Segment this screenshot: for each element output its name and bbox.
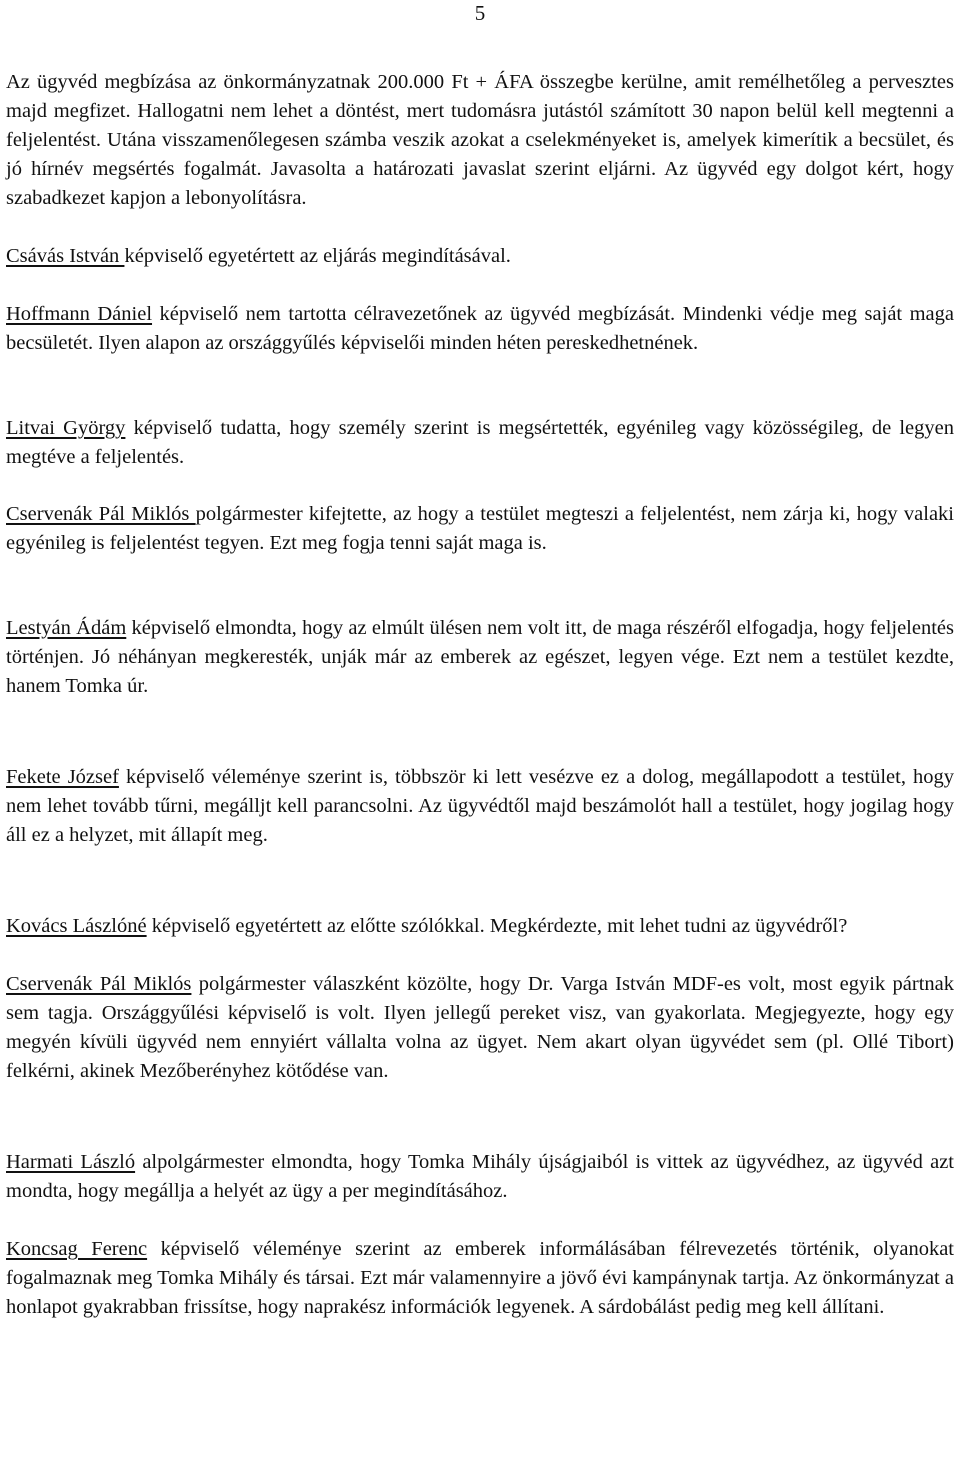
paragraph-text: polgármester válaszként közölte, hogy Dr. Varga István MDF-es volt, most egyik pártnak sem tagja. Országgyűlési képviselő is volt. Ilyen jellegű pereket visz, van gyakorlata. Megjegyezte, hogy egy megyén kívüli ügyvéd nem ennyiért vállalta volna az ügyet. Nem akart olyan ügyvédet sem (pl. Ollé Tibort) felkérni, akinek Mezőberényhez kötődése van. <box>6 973 954 1082</box>
minutes-body <box>6 68 954 1322</box>
speaker-name: Cservenák Pál Miklós <box>6 973 192 995</box>
speaker-name: Hoffmann Dániel <box>6 303 153 325</box>
speaker-name: Cservenák Pál Miklós <box>6 503 196 525</box>
paragraph-hoffmann-daniel <box>6 300 954 358</box>
paragraph-lestyan-adam <box>6 614 954 701</box>
paragraph-litvai-gyorgy <box>6 414 954 472</box>
paragraph-text: alpolgármester elmondta, hogy Tomka Mihály újságjaiból is vittek az ügyvédhez, az ügyvéd azt mondta, hogy megállja a helyét az ügy a per megindításához. <box>6 1151 955 1202</box>
paragraph-text: képviselő egyetértett az előtte szólókkal. Megkérdezte, mit lehet tudni az ügyvédről? <box>146 915 848 937</box>
paragraph-text: polgármester kifejtette, az hogy a testület megteszi a feljelentést, nem zárja ki, hogy valaki egyénileg is feljelentést tegyen. Ezt meg fogja tenni saját maga is. <box>6 503 954 554</box>
paragraph-csavas-istvan <box>6 242 954 271</box>
paragraph-text: képviselő elmondta, hogy az elmúlt ülésen nem volt itt, de maga részéről elfogadja, hogy feljelentés történjen. Jó néhányan megkeresték, unják már az emberek az egészet, legyen vége. Ezt nem a testület kezdte, hanem Tomka úr. <box>6 617 955 697</box>
paragraph-text: képviselő egyetértett az eljárás megindításával. <box>124 245 511 267</box>
speaker-name: Litvai György <box>6 417 126 439</box>
speaker-name: Lestyán Ádám <box>6 617 127 639</box>
paragraph-text: képviselő nem tartotta célravezetőnek az ügyvéd megbízását. Mindenki védje meg saját maga becsületét. Ilyen alapon az országgyűlés képviselői minden héten pereskedhetnének. <box>6 303 955 354</box>
speaker-name: Csávás István <box>6 245 125 267</box>
paragraph-harmati-laszlo <box>6 1148 954 1206</box>
page-number: 5 <box>474 1 486 25</box>
paragraph-kovacs-laszlone <box>6 912 954 941</box>
speaker-name: Fekete József <box>6 766 119 788</box>
paragraph-koncsag-ferenc <box>6 1235 954 1322</box>
paragraph-text: képviselő véleménye szerint az emberek informálásában félrevezetés történik, olyanokat fogalmaznak meg Tomka Mihály és társai. Ezt már valamennyire a jövő évi kampánynak tartja. Az önkormányzat a honlapot gyakrabban frissítse, hogy naprakész információk legyenek. A sárdobálást pedig meg kell állítani. <box>6 1238 955 1318</box>
paragraph-cservenak-pal-miklos-2 <box>6 970 954 1086</box>
speaker-name: Harmati László <box>6 1151 136 1173</box>
speaker-name: Koncsag Ferenc <box>6 1238 148 1260</box>
paragraph-cservenak-pal-miklos-1 <box>6 500 954 558</box>
paragraph-text: képviselő véleménye szerint is, többször ki lett vesézve ez a dolog, megállapodott a testület, hogy nem lehet tovább tűrni, megálljt kell parancsolni. Az ügyvédtől majd beszámolót hall a testület, hogy jogilag hogy áll ez a helyzet, mit állapít meg. <box>6 766 954 846</box>
paragraph-lawyer-mandate <box>6 68 954 213</box>
paragraph-text: képviselő tudatta, hogy személy szerint is megsértették, egyénileg vagy közösségileg, de legyen megtéve a feljelentés. <box>6 417 954 468</box>
paragraph-text: Az ügyvéd megbízása az önkormányzatnak 200.000 Ft + ÁFA összegbe kerülne, amit remélhetőleg a pervesztes majd megfizet. Hallogatni nem lehet a döntést, mert tudomásra jutástól számított 30 napon belül kell megtenni a feljelentést. Utána visszamenőlegesen számba veszik azokat a cselekményeket is, amelyek kimerítik a becsület, és jó hírnév megsértés fogalmát. Javasolta a határozati javaslat szerint eljárni. Az ügyvéd egy dolgot kért, hogy szabadkezet kapjon a lebonyolításra. <box>6 71 954 209</box>
speaker-name: Kovács Lászlóné <box>6 915 147 937</box>
paragraph-fekete-jozsef <box>6 763 954 850</box>
